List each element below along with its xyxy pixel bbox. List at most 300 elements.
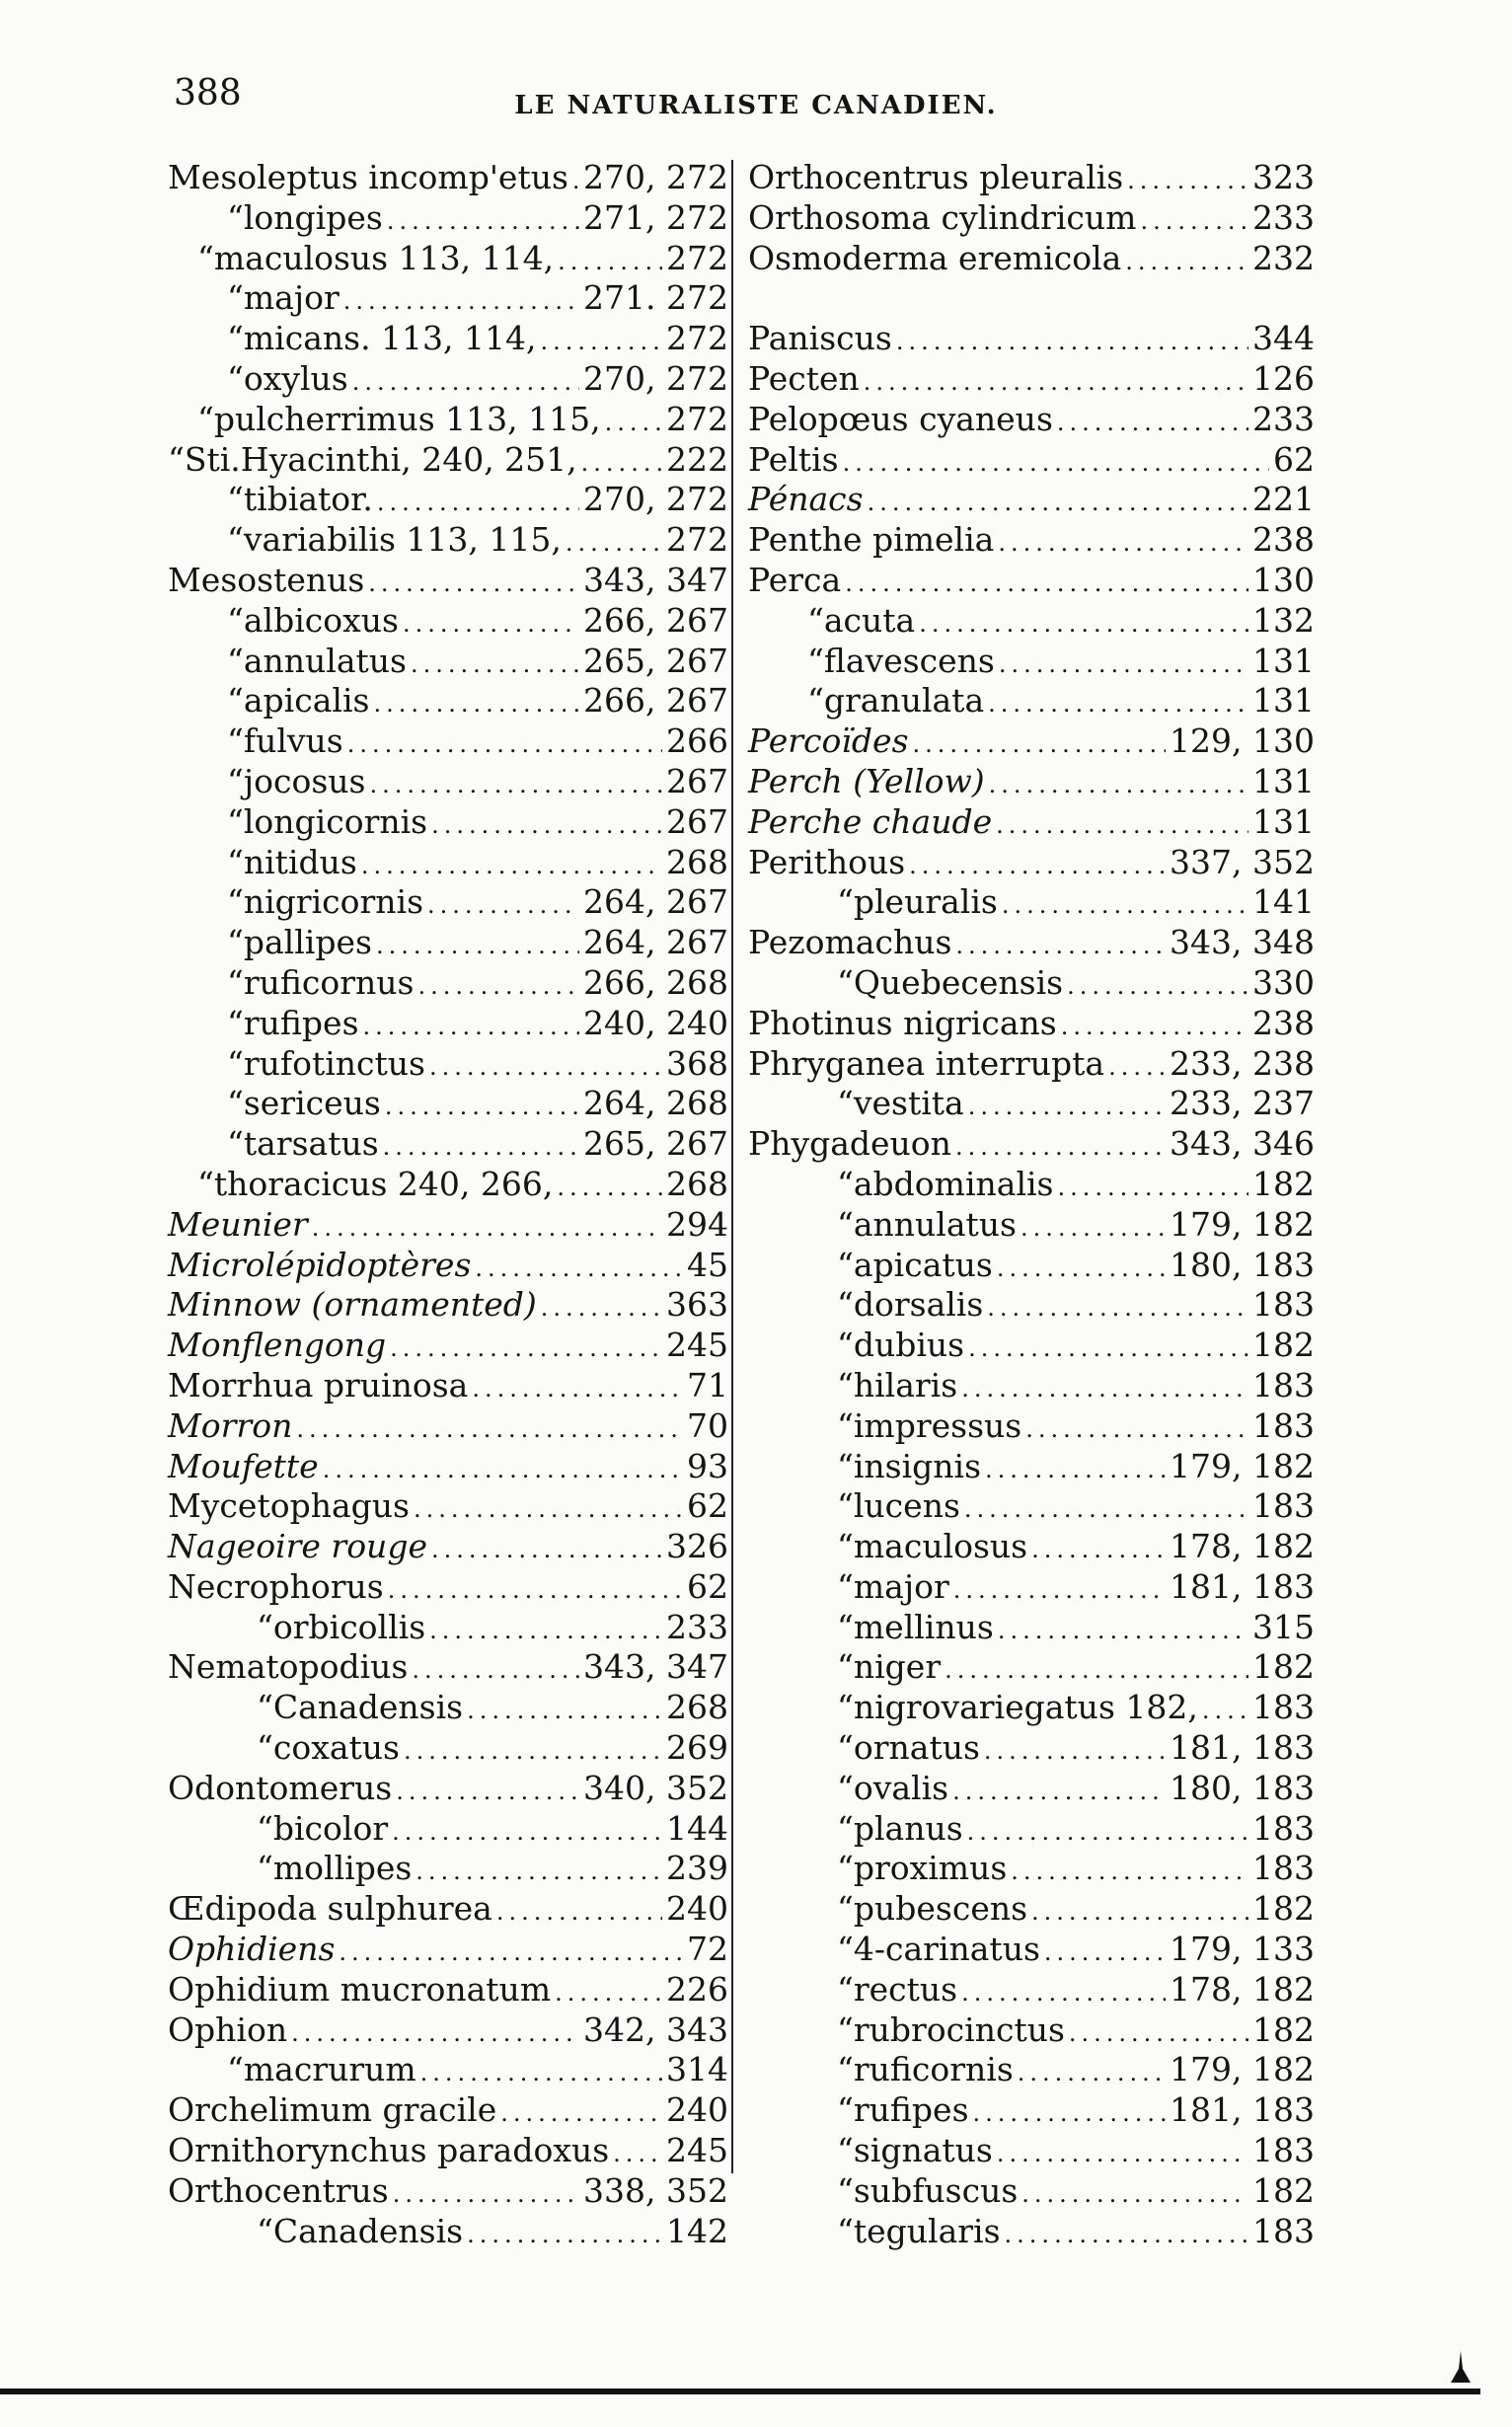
index-entry xyxy=(168,520,728,561)
index-entry xyxy=(748,601,1315,642)
entry-name: major xyxy=(853,1566,949,1606)
index-entry xyxy=(748,2171,1315,2212)
entry-name: Phygadeuon xyxy=(748,1124,951,1164)
entry-pages: 142 xyxy=(666,2211,728,2250)
ditto-mark: “ xyxy=(807,600,824,640)
entry-name: rufotinctus xyxy=(243,1043,425,1083)
entry-pages: 233, 237 xyxy=(1170,1084,1315,1123)
entry-pages: 179, 182 xyxy=(1170,1204,1315,1244)
ditto-mark: “ xyxy=(837,1365,854,1404)
index-entry xyxy=(748,802,1315,843)
entry-pages: 183 xyxy=(1252,1365,1315,1404)
index-entry xyxy=(168,561,728,601)
entry-name: Mesostenus xyxy=(168,560,365,599)
dot-leader xyxy=(414,1489,683,1530)
index-entry xyxy=(748,1608,1315,1648)
dot-leader xyxy=(475,1249,683,1289)
dot-leader xyxy=(1057,1168,1248,1208)
entry-pages: 272 xyxy=(666,399,728,438)
index-entry xyxy=(748,2050,1315,2090)
dot-leader xyxy=(373,684,579,724)
ditto-mark: “ xyxy=(837,1969,854,2009)
index-entry xyxy=(748,520,1315,561)
entry-name: Canadensis xyxy=(272,1688,464,1727)
index-entry xyxy=(748,1285,1315,1326)
ditto-mark: “ xyxy=(227,761,244,800)
dot-leader xyxy=(964,1489,1248,1530)
entry-pages: 182 xyxy=(1252,2010,1315,2049)
column-divider xyxy=(731,160,733,2173)
index-entry xyxy=(748,1084,1315,1124)
ditto-mark: “ xyxy=(227,197,244,237)
entry-name: pallipes xyxy=(243,923,372,962)
entry-name: Pezomachus xyxy=(748,923,952,962)
dot-leader xyxy=(393,2174,579,2215)
dot-leader xyxy=(985,1450,1166,1490)
dot-leader xyxy=(1057,403,1248,443)
dot-leader xyxy=(390,1328,662,1369)
dot-leader xyxy=(467,2215,662,2255)
index-entry xyxy=(748,1889,1315,1930)
index-entry xyxy=(748,1769,1315,1809)
index-entry xyxy=(168,923,728,963)
index-entry xyxy=(168,480,728,520)
ditto-mark: “ xyxy=(227,278,244,318)
entry-pages: 337, 352 xyxy=(1170,842,1315,881)
page-number: 388 xyxy=(174,73,242,114)
entry-name: tegularis xyxy=(853,2211,1001,2250)
index-entry xyxy=(168,1285,728,1326)
ditto-mark: “ xyxy=(837,1527,854,1566)
dot-leader xyxy=(1031,1892,1248,1933)
ditto-mark: “ xyxy=(837,1084,854,1123)
entry-pages: 271, 272 xyxy=(583,197,728,237)
entry-name: signatus xyxy=(853,2131,993,2170)
entry-pages: 182 xyxy=(1252,2170,1315,2210)
entry-name: nigrovariegatus 182, xyxy=(853,1688,1198,1727)
entry-pages: 182 xyxy=(1252,1326,1315,1365)
dot-leader xyxy=(557,1168,662,1208)
entry-name: maculosus xyxy=(853,1527,1028,1566)
entry-pages: 266, 268 xyxy=(583,962,728,1002)
entry-pages: 342, 343 xyxy=(583,2010,728,2049)
entry-name: micans. 113, 114, xyxy=(243,319,537,358)
dot-leader xyxy=(909,846,1166,886)
dot-leader xyxy=(913,724,1167,765)
index-entry xyxy=(168,1205,728,1246)
entry-pages: 343, 346 xyxy=(1170,1124,1315,1164)
entry-pages: 232 xyxy=(1252,238,1315,277)
index-entry xyxy=(168,1124,728,1165)
entry-pages: 221 xyxy=(1252,480,1315,519)
dot-leader xyxy=(296,1409,683,1450)
entry-name: Perche chaude xyxy=(748,801,993,841)
entry-pages: 266, 267 xyxy=(583,600,728,640)
ditto-mark: “ xyxy=(197,399,214,438)
entry-pages: 233 xyxy=(1252,399,1315,438)
index-entry xyxy=(168,1527,728,1567)
entry-name: Percoïdes xyxy=(748,721,909,761)
dot-leader xyxy=(1127,161,1248,201)
dot-leader xyxy=(388,1570,683,1611)
entry-name: rubrocinctus xyxy=(853,2010,1065,2049)
entry-pages: 240 xyxy=(666,1889,728,1929)
index-entry xyxy=(748,319,1315,359)
index-entry xyxy=(748,1124,1315,1165)
entry-name: proximus xyxy=(853,1849,1008,1888)
entry-name: rectus xyxy=(853,1969,958,2009)
entry-name: dubius xyxy=(853,1326,965,1365)
dot-leader xyxy=(613,2134,662,2174)
index-entry xyxy=(168,843,728,883)
entry-pages: 240 xyxy=(666,2090,728,2130)
dot-leader xyxy=(1021,1208,1166,1249)
entry-name: Meunier xyxy=(168,1204,308,1244)
entry-name: Morrhua pruinosa xyxy=(168,1365,469,1404)
dot-leader xyxy=(1140,201,1248,242)
entry-name: Orchelimum gracile xyxy=(168,2090,497,2130)
running-title: LE NATURALISTE CANADIEN. xyxy=(514,91,998,120)
entry-pages: 182 xyxy=(1252,1889,1315,1929)
dot-leader xyxy=(896,322,1248,362)
entry-pages: 183 xyxy=(1252,1808,1315,1848)
index-entry xyxy=(748,1527,1315,1567)
entry-name: Minnow (ornamented) xyxy=(168,1285,537,1325)
entry-name: hilaris xyxy=(853,1365,958,1404)
dot-leader xyxy=(429,1047,662,1088)
dot-leader xyxy=(967,1812,1248,1853)
ditto-mark: “ xyxy=(197,1164,214,1203)
entry-name: Mycetophagus xyxy=(168,1486,410,1526)
ditto-mark: “ xyxy=(837,962,854,1002)
ditto-mark: “ xyxy=(837,1607,854,1646)
entry-name: apicalis xyxy=(243,681,370,721)
entry-pages: 93 xyxy=(687,1446,728,1485)
ditto-mark: “ xyxy=(257,1808,273,1848)
dot-leader xyxy=(339,1933,683,1973)
entry-name: insignis xyxy=(853,1446,982,1485)
dot-leader xyxy=(555,1973,662,2013)
entry-name: Peltis xyxy=(748,439,839,479)
index-entry xyxy=(748,681,1315,721)
index-entry xyxy=(748,923,1315,963)
dot-leader xyxy=(1125,242,1248,282)
entry-pages: 245 xyxy=(666,2131,728,2170)
dot-leader xyxy=(843,443,1269,484)
entry-name: Monflengong xyxy=(168,1326,387,1365)
entry-name: Paniscus xyxy=(748,319,892,358)
ditto-mark: “ xyxy=(837,1849,854,1888)
entry-pages: 245 xyxy=(666,1326,728,1365)
index-entry xyxy=(748,2212,1315,2252)
index-entry xyxy=(168,2212,728,2252)
entry-name: Nageoire rouge xyxy=(168,1527,427,1566)
entry-name: maculosus 113, 114, xyxy=(213,238,555,277)
index-entry xyxy=(168,762,728,802)
index-entry xyxy=(168,1970,728,2010)
entry-pages: 343, 347 xyxy=(583,1647,728,1687)
ditto-mark: “ xyxy=(227,1043,244,1083)
index-entry xyxy=(168,1728,728,1769)
index-entry xyxy=(168,1889,728,1930)
ditto-mark: “ xyxy=(227,681,244,721)
entry-pages: 265, 267 xyxy=(583,1124,728,1164)
dot-leader xyxy=(323,1450,683,1490)
index-entry xyxy=(748,1688,1315,1728)
index-entry xyxy=(748,1970,1315,2010)
ditto-mark: “ xyxy=(837,2050,854,2089)
dot-leader xyxy=(411,645,579,685)
index-entry xyxy=(168,1044,728,1085)
entry-name: longipes xyxy=(243,197,383,237)
entry-pages: 181, 183 xyxy=(1170,1566,1315,1606)
dot-leader xyxy=(988,684,1248,724)
entry-name: tibiator. xyxy=(243,480,373,519)
entry-pages: 141 xyxy=(1252,882,1315,922)
dot-leader xyxy=(385,1087,579,1127)
index-entry xyxy=(168,2131,728,2171)
entry-name: Pecten xyxy=(748,358,860,398)
entry-name: major xyxy=(243,278,340,318)
entry-name: Phryganea interrupta xyxy=(748,1043,1105,1083)
ditto-mark: “ xyxy=(227,2050,244,2089)
index-entry xyxy=(748,2131,1315,2171)
ditto-mark: “ xyxy=(227,801,244,841)
index-entry xyxy=(168,963,728,1004)
entry-name: Canadensis xyxy=(272,2211,464,2250)
index-entry xyxy=(748,1849,1315,1889)
dot-leader xyxy=(1005,2215,1248,2255)
entry-pages: 126 xyxy=(1252,358,1315,398)
entry-pages: 340, 352 xyxy=(583,1768,728,1807)
dot-leader xyxy=(961,1973,1166,2013)
entry-pages: 271. 272 xyxy=(583,278,728,318)
ditto-mark: “ xyxy=(837,1930,854,1969)
entry-name: Microlépidoptères xyxy=(168,1245,472,1284)
index-entry xyxy=(168,1326,728,1366)
dot-leader xyxy=(392,1812,662,1853)
ditto-mark: “ xyxy=(837,1326,854,1365)
entry-name: Photinus nigricans xyxy=(748,1003,1057,1042)
entry-pages: 62 xyxy=(687,1486,728,1526)
entry-pages: 130 xyxy=(1252,560,1315,599)
entry-pages: 315 xyxy=(1252,1607,1315,1646)
entry-name: annulatus xyxy=(853,1204,1017,1244)
entry-pages: 129, 130 xyxy=(1170,721,1315,761)
dot-leader xyxy=(472,1369,683,1409)
index-entry xyxy=(168,239,728,279)
entry-name: pulcherrimus 113, 115, xyxy=(213,399,601,438)
index-entry xyxy=(748,480,1315,520)
entry-name: thoracicus 240, 266, xyxy=(213,1164,554,1203)
dot-leader xyxy=(1031,1530,1166,1570)
entry-name: planus xyxy=(853,1808,963,1848)
index-entry xyxy=(168,1084,728,1124)
entry-name: 4-carinatus xyxy=(853,1930,1040,1969)
index-entry xyxy=(168,158,728,198)
index-entry xyxy=(748,1406,1315,1447)
dot-leader xyxy=(1044,1933,1166,1973)
entry-pages: 72 xyxy=(687,1930,728,1969)
dot-leader xyxy=(998,523,1248,564)
dot-leader xyxy=(541,1288,662,1328)
entry-pages: 183 xyxy=(1252,2131,1315,2170)
footer-rule xyxy=(0,2389,1480,2394)
entry-pages: 270, 272 xyxy=(583,358,728,398)
ditto-mark: “ xyxy=(837,2090,854,2130)
ditto-mark: “ xyxy=(837,1768,854,1807)
dot-leader xyxy=(952,1772,1166,1812)
entry-pages: 272 xyxy=(666,319,728,358)
index-entry xyxy=(168,440,728,481)
entry-pages: 264, 267 xyxy=(583,882,728,922)
entry-pages: 238 xyxy=(1252,520,1315,560)
index-entry xyxy=(168,681,728,721)
entry-pages: 131 xyxy=(1252,641,1315,680)
entry-name: Pelopœus cyaneus xyxy=(748,399,1053,438)
index-entry xyxy=(168,1769,728,1809)
entry-name: dorsalis xyxy=(853,1285,984,1325)
entry-pages: 264, 267 xyxy=(583,923,728,962)
index-entry xyxy=(748,1205,1315,1246)
index-entry xyxy=(168,882,728,923)
index-entry xyxy=(168,400,728,440)
ditto-mark: “ xyxy=(837,1728,854,1768)
entry-name: Orthosoma cylindricum xyxy=(748,197,1137,237)
index-entry xyxy=(748,1044,1315,1085)
entry-pages: 183 xyxy=(1252,1405,1315,1445)
dot-leader xyxy=(945,1650,1248,1691)
entry-name: granulata xyxy=(823,681,985,721)
dot-leader xyxy=(581,443,662,484)
index-entry xyxy=(168,1849,728,1889)
index-entry xyxy=(168,1688,728,1728)
entry-pages: 270, 272 xyxy=(583,480,728,519)
entry-name: macrurum xyxy=(243,2050,416,2089)
dot-leader xyxy=(429,1611,662,1651)
dot-leader xyxy=(1069,2013,1248,2054)
ditto-mark: “ xyxy=(257,1607,273,1646)
dot-leader xyxy=(431,1530,662,1570)
entry-pages: 294 xyxy=(666,1204,728,1244)
dot-leader xyxy=(973,2093,1167,2134)
entry-name: albicoxus xyxy=(243,600,399,640)
entry-pages: 178, 182 xyxy=(1170,1969,1315,2009)
dot-leader xyxy=(1018,2053,1166,2093)
entry-name: lucens xyxy=(853,1486,960,1526)
ditto-mark: “ xyxy=(227,358,244,398)
index-entry xyxy=(168,1809,728,1850)
index-entry xyxy=(168,1486,728,1527)
entry-name: Perch (Yellow) xyxy=(748,761,985,800)
dot-leader xyxy=(998,1611,1248,1651)
index-entry xyxy=(748,762,1315,802)
ditto-mark: “ xyxy=(227,842,244,881)
entry-pages: 180, 183 xyxy=(1170,1245,1315,1284)
ditto-mark: “ xyxy=(837,2211,854,2250)
ditto-mark: “ xyxy=(837,1204,854,1244)
entry-name: oxylus xyxy=(243,358,348,398)
ditto-mark: “ xyxy=(807,641,824,680)
entry-pages: 323 xyxy=(1252,158,1315,196)
index-entry xyxy=(168,1406,728,1447)
entry-name: pubescens xyxy=(853,1889,1028,1929)
entry-name: Quebecensis xyxy=(853,962,1064,1002)
ditto-mark: “ xyxy=(227,721,244,761)
entry-pages: 266 xyxy=(666,721,728,761)
entry-pages: 266, 267 xyxy=(583,681,728,721)
index-entry xyxy=(748,1930,1315,1970)
dot-leader xyxy=(864,362,1248,403)
index-entry xyxy=(168,2090,728,2131)
index-entry xyxy=(168,1004,728,1044)
dot-leader xyxy=(1025,1409,1248,1450)
entry-pages: 239 xyxy=(666,1849,728,1888)
dot-leader xyxy=(558,242,662,282)
index-entry xyxy=(748,359,1315,400)
dot-leader xyxy=(968,1328,1248,1369)
dot-leader xyxy=(919,604,1248,645)
entry-pages: 181, 183 xyxy=(1170,2090,1315,2130)
entry-name: bicolor xyxy=(272,1808,389,1848)
entry-name: niger xyxy=(853,1647,942,1687)
entry-name: ruficornus xyxy=(243,962,415,1002)
ditto-mark: “ xyxy=(227,962,244,1002)
entry-pages: 267 xyxy=(666,801,728,841)
dot-leader xyxy=(291,2013,579,2054)
dot-leader xyxy=(404,1731,662,1772)
ditto-mark: “ xyxy=(837,1566,854,1606)
index-entry xyxy=(748,843,1315,883)
entry-pages: 265, 267 xyxy=(583,641,728,680)
ditto-mark: “ xyxy=(837,1245,854,1284)
index-entry xyxy=(748,1165,1315,1205)
entry-pages: 132 xyxy=(1252,600,1315,640)
index-entry xyxy=(748,278,1315,319)
ditto-mark: “ xyxy=(168,439,185,479)
index-entry xyxy=(748,1567,1315,1608)
index-entry xyxy=(168,319,728,359)
index-entry xyxy=(168,1447,728,1487)
entry-pages: 182 xyxy=(1252,1164,1315,1203)
dot-leader xyxy=(961,1369,1248,1409)
entry-name: Sti.Hyacinthi, 240, 251, xyxy=(184,439,577,479)
dot-leader xyxy=(997,1249,1166,1289)
index-entry xyxy=(748,2010,1315,2051)
index-entry xyxy=(168,1647,728,1688)
dot-leader xyxy=(343,281,579,322)
entry-name: mollipes xyxy=(272,1849,413,1888)
ditto-mark: “ xyxy=(837,2131,854,2170)
ditto-mark: “ xyxy=(837,1647,854,1687)
entry-name: ornatus xyxy=(853,1728,980,1768)
entry-name: rufipes xyxy=(243,1003,359,1042)
entry-pages: 272 xyxy=(666,520,728,560)
ditto-mark: “ xyxy=(227,923,244,962)
dot-leader xyxy=(347,724,662,765)
index-entry xyxy=(748,963,1315,1004)
entry-pages: 45 xyxy=(687,1245,728,1284)
dot-leader xyxy=(417,966,579,1007)
entry-pages: 268 xyxy=(666,1164,728,1203)
entry-name: nigricornis xyxy=(243,882,424,922)
ditto-mark: “ xyxy=(227,1124,244,1164)
entry-pages: 131 xyxy=(1252,801,1315,841)
dot-leader xyxy=(984,1731,1166,1772)
entry-name: Penthe pimelia xyxy=(748,520,995,560)
entry-name: Pénacs xyxy=(748,480,864,519)
entry-name: variabilis 113, 115, xyxy=(243,520,562,560)
